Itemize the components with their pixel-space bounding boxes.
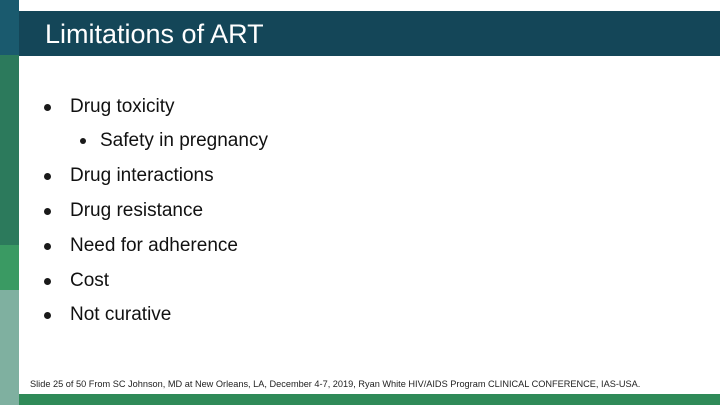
bullet-item (44, 164, 214, 188)
bullet-text: Drug toxicity (70, 96, 175, 117)
bullet-dot-icon (80, 138, 86, 144)
bullet-item (44, 199, 203, 223)
bullet-text: Cost (70, 270, 110, 291)
bullet-item (44, 269, 109, 293)
bullet-text: Drug resistance (70, 200, 204, 221)
bullet-text: Not curative (70, 304, 172, 325)
bullet-dot-icon (44, 104, 51, 111)
bullet-dot-icon (44, 243, 51, 250)
slide-footer: Slide 25 of 50 From SC Johnson, MD at New Orleans, LA, December 4-7, 2019, Ryan White HIV/AIDS Program CLINICAL CONFERENCE, IAS-USA. (30, 379, 641, 389)
bullet-text: Need for adherence (70, 235, 238, 256)
bullet-dot-icon (44, 278, 51, 285)
bullet-dot-icon (44, 208, 51, 215)
bullet-item (44, 95, 175, 119)
sub-bullet-item (80, 129, 268, 153)
bullet-text: Safety in pregnancy (100, 130, 268, 151)
bullet-text: Drug interactions (70, 165, 214, 186)
bullet-dot-icon (44, 312, 51, 319)
bullet-item (44, 234, 238, 258)
bullet-item (44, 303, 171, 327)
bullet-dot-icon (44, 173, 51, 180)
slide-title: Limitations of ART (45, 19, 264, 49)
bottom-accent-bar (19, 394, 720, 405)
